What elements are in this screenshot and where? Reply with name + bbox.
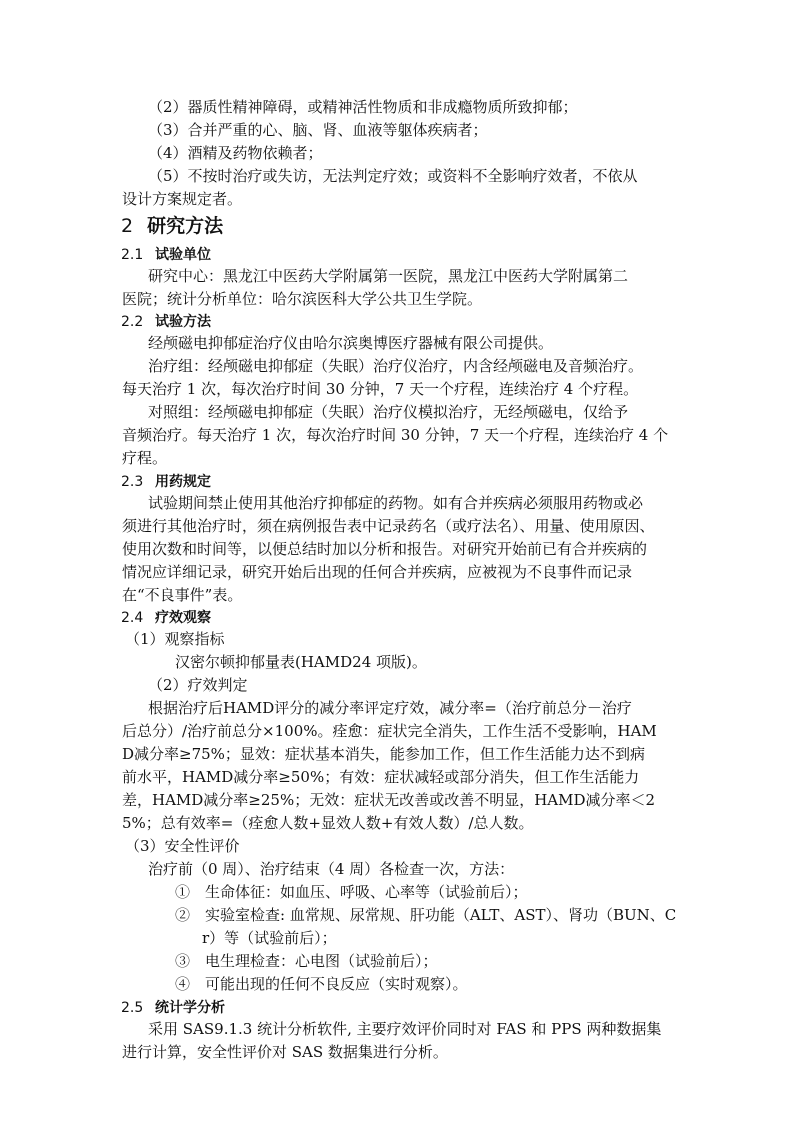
paragraph-line: 每天治疗 1 次，每次治疗时间 30 分钟，7 天一个疗程，连续治疗 4 个疗程。 <box>122 380 639 398</box>
exclusion-item-2: （2）器质性精神障碍，或精神活性物质和非成瘾物质所致抑郁； <box>148 98 578 116</box>
subsection-heading-2-5 <box>121 997 225 1017</box>
section-heading <box>121 211 223 238</box>
subsection-heading-2-2 <box>121 311 211 331</box>
subsection-number: 2.2 <box>121 314 144 330</box>
paragraph-line: 汉密尔顿抑郁量表(HAMD24 项版)。 <box>175 653 427 671</box>
subsection-number: 2.3 <box>121 474 144 490</box>
subsection-title: 用药规定 <box>155 474 211 490</box>
sub-item-heading: （1）观察指标 <box>125 630 225 648</box>
paragraph-line: 使用次数和时间等，以便总结时加以分析和报告。对研究开始前已有合并疾病的 <box>122 540 648 558</box>
paragraph-line: 音频治疗。每天治疗 1 次，每次治疗时间 30 分钟，7 天一个疗程，连续治疗 4 个 <box>122 426 669 444</box>
paragraph-line: 采用 SAS9.1.3 统计分析软件, 主要疗效评价同时对 FAS 和 PPS 两种数据集 <box>148 1020 662 1038</box>
paragraph-line: 根据治疗后HAMD评分的减分率评定疗效，减分率=（治疗前总分－治疗 <box>148 699 632 717</box>
paragraph-line: 试验期间禁止使用其他治疗抑郁症的药物。如有合并疾病必须服用药物或必 <box>148 494 644 512</box>
list-item: ① 生命体征：如血压、呼吸、心率等（试验前后）； <box>175 883 528 901</box>
paragraph-line: 研究中心：黑龙江中医药大学附属第一医院，黑龙江中医药大学附属第二 <box>148 267 629 285</box>
paragraph-line: 后总分）/治疗前总分×100%。痊愈：症状完全消失，工作生活不受影响，HAM <box>122 722 657 740</box>
paragraph-line: 对照组：经颅磁电抑郁症（失眠）治疗仪模拟治疗，无经颅磁电，仅给予 <box>148 403 629 421</box>
subsection-heading-2-3 <box>121 471 211 491</box>
list-item-continuation: r）等（试验前后）； <box>202 929 337 947</box>
paragraph-line: 医院；统计分析单位：哈尔滨医科大学公共卫生学院。 <box>122 290 483 308</box>
subsection-heading-2-4 <box>121 607 211 627</box>
paragraph-line: 治疗前（0 周）、治疗结束（4 周）各检查一次，方法： <box>148 860 515 878</box>
paragraph-line: 疗程。 <box>122 449 168 467</box>
paragraph-line: 治疗组：经颅磁电抑郁症（失眠）治疗仪治疗，内含经颅磁电及音频治疗。 <box>148 357 644 375</box>
subsection-heading-2-1 <box>121 244 211 264</box>
exclusion-item-5-line2: 设计方案规定者。 <box>122 190 243 208</box>
subsection-title: 试验单位 <box>155 247 211 263</box>
subsection-title: 统计学分析 <box>155 1000 225 1016</box>
paragraph-line: 情况应详细记录，研究开始后出现的任何合并疾病，应被视为不良事件而记录 <box>122 563 633 581</box>
paragraph-line: 前水平，HAMD减分率≥50%；有效：症状减轻或部分消失，但工作生活能力 <box>122 768 640 786</box>
section-number: 2 <box>121 215 134 237</box>
subsection-number: 2.1 <box>121 247 144 263</box>
subsection-number: 2.4 <box>121 610 144 626</box>
paragraph-line: 须进行其他治疗时，须在病例报告表中记录药名（或疗法名）、用量、使用原因、 <box>122 517 655 535</box>
paragraph-line: D减分率≥75%；显效：症状基本消失，能参加工作，但工作生活能力达不到病 <box>122 745 645 763</box>
sub-item-heading: （3）安全性评价 <box>125 837 240 855</box>
list-item: ④ 可能出现的任何不良反应（实时观察）。 <box>175 975 468 993</box>
paragraph-line: 进行计算，安全性评价对 SAS 数据集进行分析。 <box>122 1043 448 1061</box>
exclusion-item-3: （3）合并严重的心、脑、肾、血液等躯体疾病者； <box>148 121 488 139</box>
subsection-title: 疗效观察 <box>155 610 211 626</box>
section-title: 研究方法 <box>147 215 224 237</box>
subsection-title: 试验方法 <box>155 314 211 330</box>
paragraph-line: 5%；总有效率=（痊愈人数+显效人数+有效人数）/总人数。 <box>122 814 534 832</box>
subsection-number: 2.5 <box>121 1000 144 1016</box>
paragraph-line: 经颅磁电抑郁症治疗仪由哈尔滨奥博医疗器械有限公司提供。 <box>148 334 554 352</box>
sub-item-heading: （2）疗效判定 <box>148 676 248 694</box>
paragraph-line: 在“不良事件”表。 <box>122 586 243 604</box>
list-item: ② 实验室检查: 血常规、尿常规、肝功能（ALT、AST）、肾功（BUN、C <box>175 906 677 924</box>
list-item: ③ 电生理检查：心电图（试验前后）； <box>175 952 438 970</box>
exclusion-item-5-line1: （5）不按时治疗或失访，无法判定疗效；或资料不全影响疗效者，不依从 <box>148 167 638 185</box>
exclusion-item-4: （4）酒精及药物依赖者； <box>148 144 323 162</box>
paragraph-line: 差，HAMD减分率≥25%；无效：症状无改善或改善不明显，HAMD减分率＜2 <box>122 791 656 809</box>
